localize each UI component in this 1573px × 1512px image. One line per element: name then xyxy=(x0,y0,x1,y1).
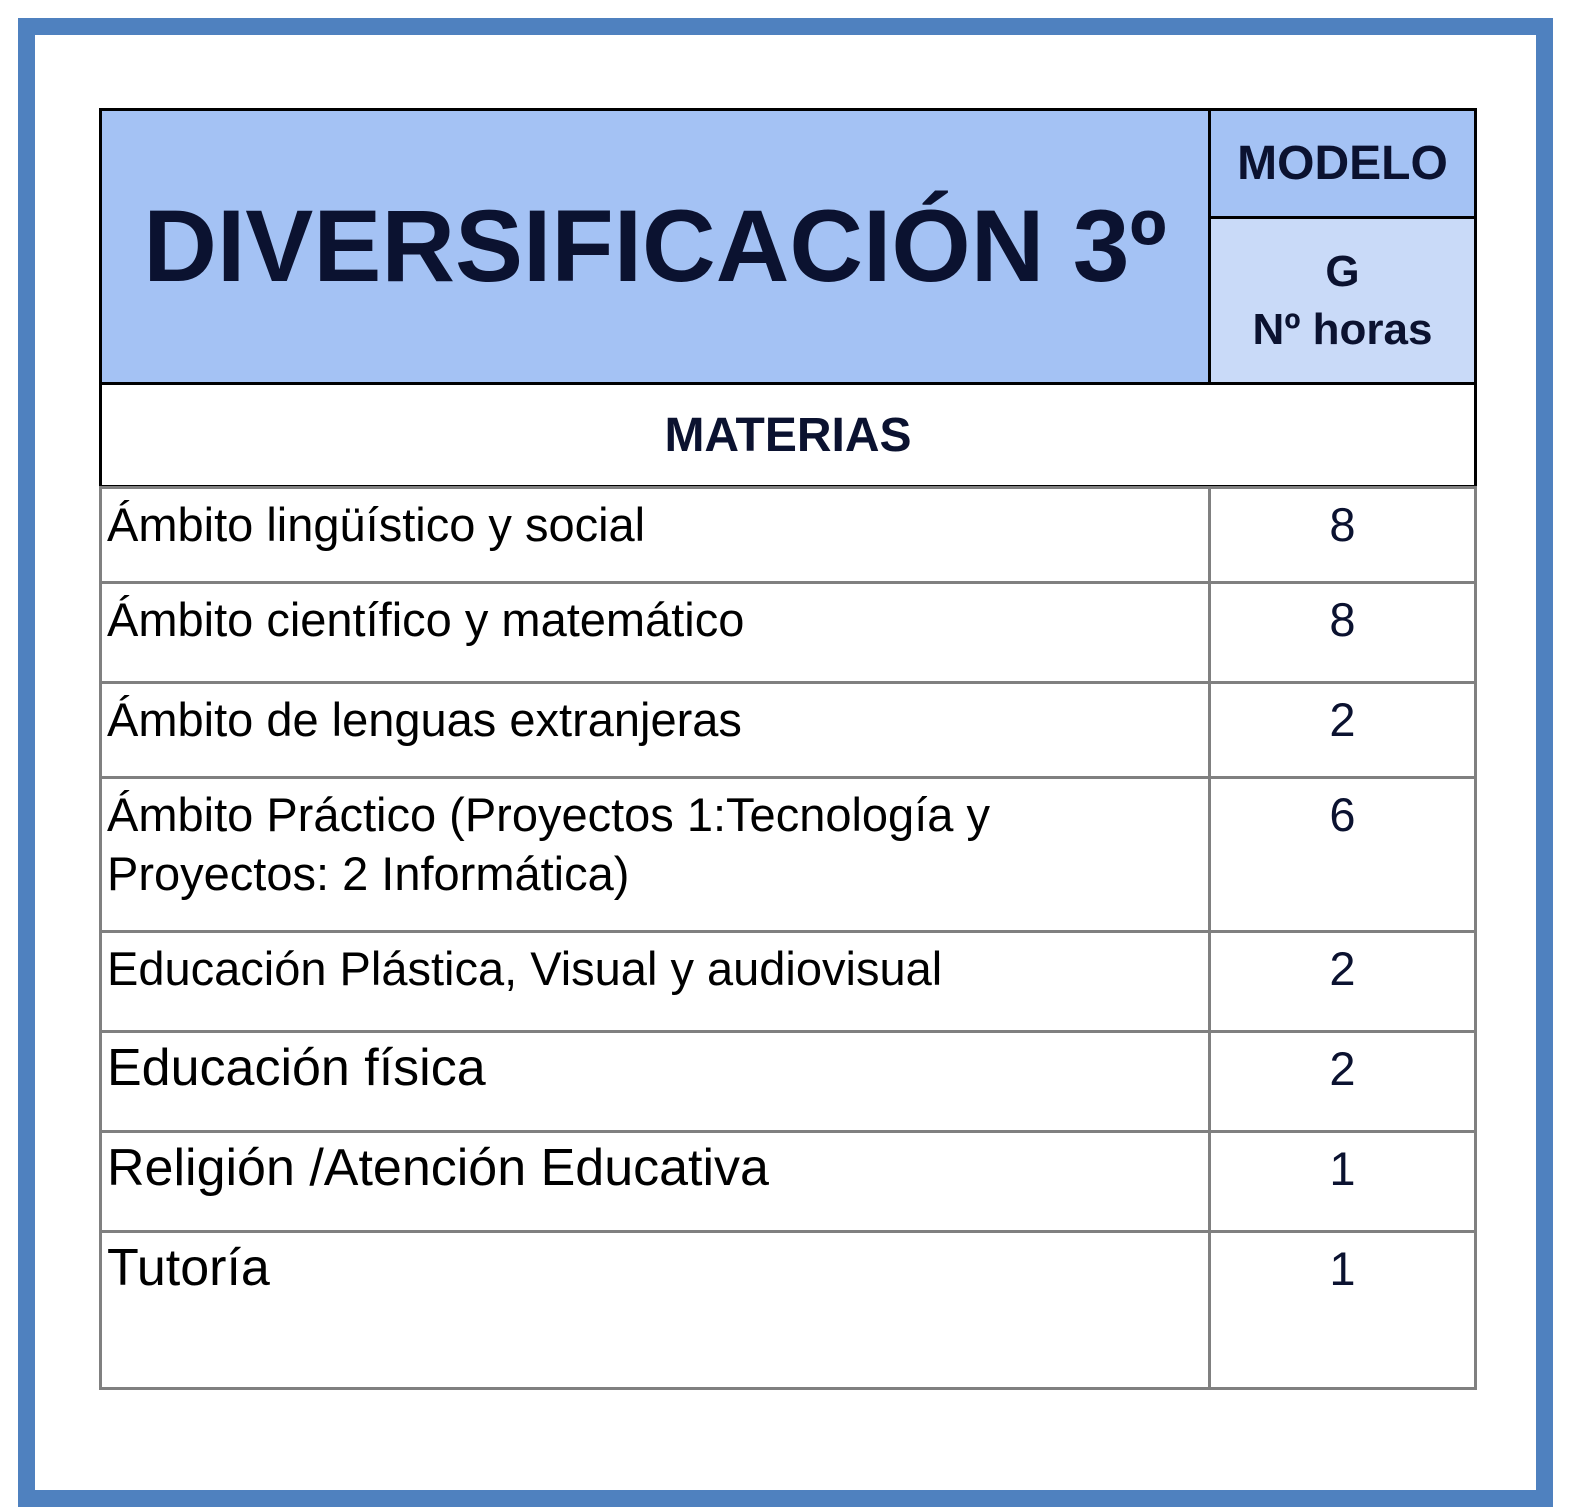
subjects-label: MATERIAS xyxy=(664,408,912,462)
subject-name: Educación física xyxy=(99,1030,1211,1133)
subject-hours: 2 xyxy=(1208,681,1477,779)
subject-name: Ámbito científico y matemático xyxy=(99,581,1211,684)
modelo-value: G xyxy=(1325,246,1360,296)
subject-hours: 6 xyxy=(1208,776,1477,933)
subject-name: Ámbito de lenguas extranjeras xyxy=(99,681,1211,779)
subjects-header-cell xyxy=(99,382,1477,488)
modelo-label: MODELO xyxy=(1237,137,1448,190)
schedule-table xyxy=(99,108,1477,1390)
subjects-rows xyxy=(99,486,1477,1390)
table-row xyxy=(99,1030,1477,1133)
title-cell xyxy=(99,108,1211,385)
subject-hours: 2 xyxy=(1208,930,1477,1033)
subject-name: Educación Plástica, Visual y audiovisual xyxy=(99,930,1211,1033)
subject-hours: 1 xyxy=(1208,1130,1477,1233)
table-row xyxy=(99,776,1477,933)
table-row xyxy=(99,681,1477,779)
table-row xyxy=(99,581,1477,684)
subject-hours: 8 xyxy=(1208,581,1477,684)
subject-hours: 1 xyxy=(1208,1230,1477,1390)
subject-name: Ámbito Práctico (Proyectos 1:Tecnología y Proyectos: 2 Informática) xyxy=(99,776,1211,933)
subject-name: Ámbito lingüístico y social xyxy=(99,486,1211,584)
table-row xyxy=(99,1130,1477,1233)
subject-hours: 2 xyxy=(1208,1030,1477,1133)
subject-hours: 8 xyxy=(1208,486,1477,584)
table-row xyxy=(99,486,1477,584)
model-hours-header-cell xyxy=(1208,216,1477,385)
subject-name: Tutoría xyxy=(99,1230,1211,1390)
table-row xyxy=(99,1230,1477,1390)
modelo-header-cell xyxy=(1208,108,1477,219)
subject-name: Religión /Atención Educativa xyxy=(99,1130,1211,1233)
page-title: DIVERSIFICACIÓN 3º xyxy=(143,189,1167,303)
hours-label: Nº horas xyxy=(1252,304,1433,354)
table-row xyxy=(99,930,1477,1033)
